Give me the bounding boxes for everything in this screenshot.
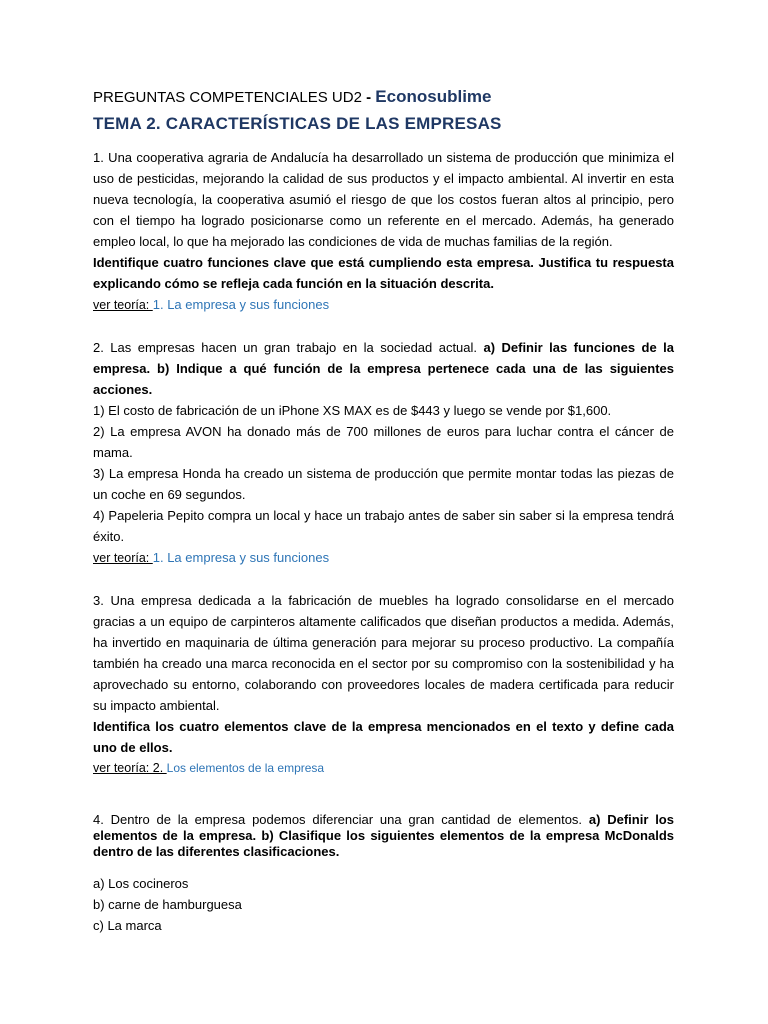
question-4-text (93, 812, 674, 860)
question-2-prompt: a) Definir las funciones de la empresa. b) Indique a qué función de la empresa pertenece cada una de las siguientes acciones. (93, 340, 674, 397)
list-item: 2) La empresa AVON ha donado más de 700 millones de euros para luchar contra el cáncer de mama. (93, 424, 674, 460)
list-item: c) La marca (93, 918, 162, 933)
question-3-theory (93, 758, 674, 779)
question-1-text: 1. Una cooperativa agraria de Andalucía ha desarrollado un sistema de producción que minimiza el uso de pesticidas, mejorando la calidad de sus productos y el impacto ambiental. Al invertir en esta nueva tecnología, la cooperativa asumió el riesgo de que los costos fueran altos al principio, pero con el tiempo ha logrado posicionarse como un referente en el mercado. Además, ha generado empleo local, lo que ha mejorado las condiciones de vida de muchas familias de la región. (93, 150, 674, 249)
theory-link[interactable]: 1. La empresa y sus funciones (152, 297, 330, 312)
question-4-prompt: a) Definir los elementos de la empresa. b) Clasifique los siguientes elementos de la empresa McDonalds dentro de las diferentes clasificaciones. (93, 812, 674, 859)
question-2-theory (93, 547, 674, 569)
theory-link[interactable]: Los elementos de la empresa (166, 761, 325, 775)
theory-label: ver teoría: 2. (93, 761, 167, 775)
question-4-intro: 4. Dentro de la empresa podemos diferenciar una gran cantidad de elementos. (93, 812, 589, 827)
theory-label: ver teoría: (93, 298, 153, 312)
document-header (93, 86, 674, 109)
question-1-theory (93, 294, 674, 316)
question-2 (93, 337, 674, 569)
question-1 (93, 147, 674, 316)
header-brand: Econosublime (375, 87, 492, 106)
question-4 (93, 812, 674, 936)
question-3 (93, 590, 674, 779)
list-item: b) carne de hamburguesa (93, 897, 242, 912)
theory-link[interactable]: 1. La empresa y sus funciones (152, 550, 330, 565)
header-prefix: PREGUNTAS COMPETENCIALES UD2 (93, 89, 362, 106)
question-3-text: 3. Una empresa dedicada a la fabricación de muebles ha logrado consolidarse en el mercado gracias a un equipo de carpinteros altamente calificados que diseñan productos a medida. Además, ha invertido en maquinaria de última generación para mejorar su proceso productivo. La compañía también ha creado una marca reconocida en el sector por su compromiso con la sostenibilidad y ha aprovechado su entorno, colaborando con proveedores locales de madera certificada para reducir su impacto ambiental. (93, 593, 674, 713)
page-title: TEMA 2. CARACTERÍSTICAS DE LAS EMPRESAS (93, 114, 502, 133)
question-2-text (93, 337, 674, 400)
list-item: 1) El costo de fabricación de un iPhone XS MAX es de $443 y luego se vende por $1,600. (93, 403, 612, 418)
theory-label: ver teoría: (93, 551, 153, 565)
list-item: a) Los cocineros (93, 876, 189, 891)
document-page (93, 86, 674, 936)
list-item: 4) Papeleria Pepito compra un local y hace un trabajo antes de saber sin saber si la empresa tendrá éxito. (93, 508, 674, 544)
question-2-intro: 2. Las empresas hacen un gran trabajo en la sociedad actual. (93, 340, 484, 355)
question-1-prompt: Identifique cuatro funciones clave que está cumpliendo esta empresa. Justifica tu respuesta explicando cómo se refleja cada función en la situación descrita. (93, 255, 674, 291)
question-3-prompt: Identifica los cuatro elementos clave de la empresa mencionados en el texto y define cada uno de ellos. (93, 719, 674, 755)
header-separator: - (361, 89, 376, 106)
list-item: 3) La empresa Honda ha creado un sistema de producción que permite montar todas las piezas de un coche en 69 segundos. (93, 466, 674, 502)
